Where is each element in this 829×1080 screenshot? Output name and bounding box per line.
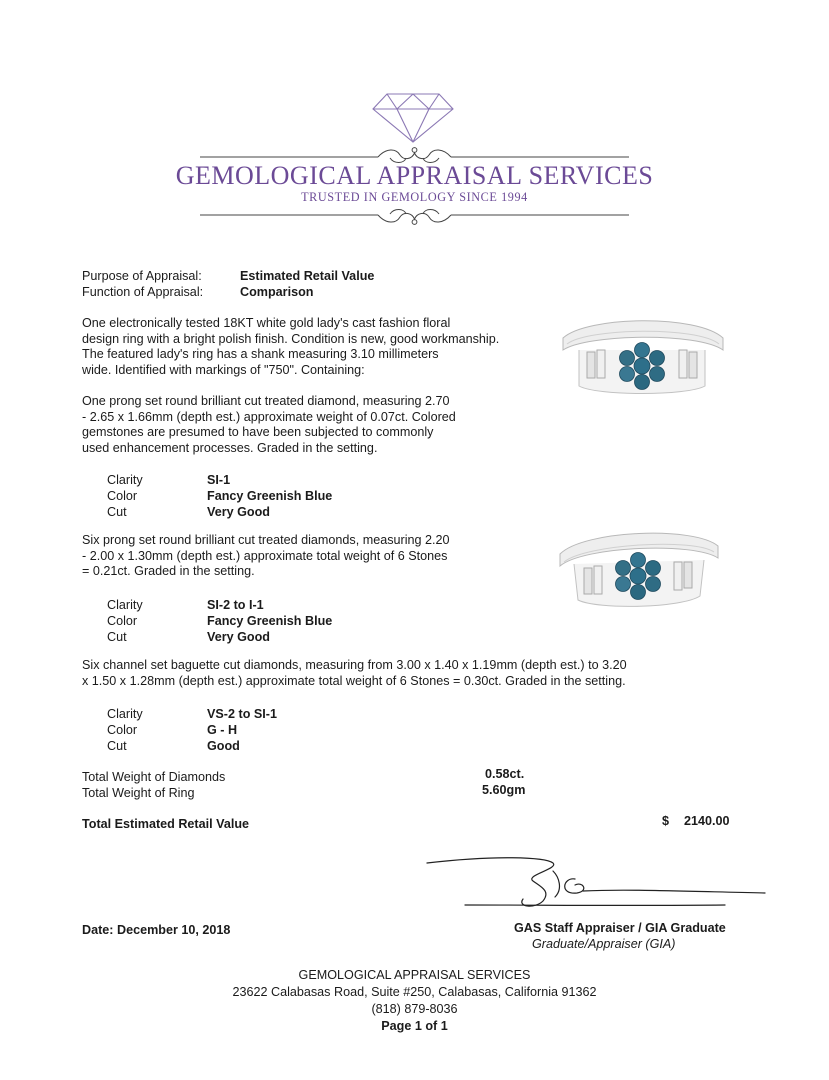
spec-clarity-value: SI-2 to I-1 bbox=[207, 598, 264, 612]
currency-symbol: $ bbox=[662, 814, 670, 828]
purpose-value: Estimated Retail Value bbox=[240, 269, 375, 283]
footer-address: 23622 Calabasas Road, Suite #250, Calabasas, California 91362 bbox=[232, 985, 597, 999]
spec-color-label: Color bbox=[107, 489, 138, 503]
description-line: design ring with a bright polish finish. Condition is new, good workmanship. bbox=[82, 331, 500, 346]
total-ring-label: Total Weight of Ring bbox=[82, 786, 195, 800]
spec-cut-label: Cut bbox=[107, 505, 127, 519]
total-retail-label: Total Estimated Retail Value bbox=[82, 817, 250, 831]
appraiser-title: GAS Staff Appraiser / GIA Graduate bbox=[514, 921, 726, 935]
spec-clarity-value: SI-1 bbox=[207, 473, 231, 487]
total-diamonds-label: Total Weight of Diamonds bbox=[82, 770, 226, 784]
stone-desc-line: - 2.00 x 1.30mm (depth est.) approximate total weight of 6 Stones bbox=[82, 548, 448, 563]
spec-cut-label: Cut bbox=[107, 630, 127, 644]
footer-company: GEMOLOGICAL APPRAISAL SERVICES bbox=[298, 968, 531, 982]
stone-desc-line: x 1.50 x 1.28mm (depth est.) approximate total weight of 6 Stones = 0.30ct. Graded in the setting. bbox=[82, 674, 626, 688]
company-title: GEMOLOGICAL APPRAISAL SERVICES bbox=[175, 161, 654, 190]
spec-cut-value: Good bbox=[207, 739, 240, 753]
spec-color-value: Fancy Greenish Blue bbox=[207, 614, 333, 628]
function-label: Function of Appraisal: bbox=[82, 285, 204, 299]
description-line: One electronically tested 18KT white gold lady's cast fashion floral bbox=[82, 316, 451, 330]
page-number: Page 1 of 1 bbox=[381, 1019, 448, 1033]
function-value: Comparison bbox=[240, 285, 314, 299]
spec-color-value: G - H bbox=[207, 723, 238, 737]
diamond-logo-icon bbox=[371, 92, 455, 144]
stone-desc-line: Six channel set baguette cut diamonds, measuring from 3.00 x 1.40 x 1.19mm (depth est.) to 3.20 bbox=[82, 658, 627, 672]
ornament-divider-bottom bbox=[200, 205, 629, 229]
spec-clarity-label: Clarity bbox=[107, 473, 143, 487]
spec-color-value: Fancy Greenish Blue bbox=[207, 489, 333, 503]
stone-desc-line: used enhancement processes. Graded in the setting. bbox=[82, 440, 378, 455]
spec-cut-value: Very Good bbox=[207, 630, 270, 644]
description-line: wide. Identified with markings of "750". Containing: bbox=[82, 362, 365, 377]
spec-color-label: Color bbox=[107, 723, 138, 737]
spec-cut-value: Very Good bbox=[207, 505, 270, 519]
stone-desc-line: One prong set round brilliant cut treated diamond, measuring 2.70 bbox=[82, 394, 450, 408]
stone-desc-line: = 0.21ct. Graded in the setting. bbox=[82, 564, 255, 579]
description-line: The featured lady's ring has a shank measuring 3.10 millimeters bbox=[82, 347, 439, 362]
total-ring-value: 5.60gm bbox=[482, 783, 526, 797]
company-tagline: TRUSTED IN GEMOLOGY SINCE 1994 bbox=[301, 190, 528, 204]
appraiser-signature bbox=[425, 855, 770, 915]
stone-desc-line: gemstones are presumed to have been subjected to commonly bbox=[82, 425, 434, 440]
spec-clarity-label: Clarity bbox=[107, 707, 143, 721]
spec-color-label: Color bbox=[107, 614, 138, 628]
appraisal-date: Date: December 10, 2018 bbox=[82, 923, 231, 937]
total-diamonds-value: 0.58ct. bbox=[485, 767, 525, 781]
spec-cut-label: Cut bbox=[107, 739, 127, 753]
spec-clarity-label: Clarity bbox=[107, 598, 143, 612]
ring-photo-bottom bbox=[554, 518, 724, 628]
stone-desc-line: - 2.65 x 1.66mm (depth est.) approximate weight of 0.07ct. Colored bbox=[82, 409, 456, 424]
total-retail-value: 2140.00 bbox=[684, 814, 730, 828]
spec-clarity-value: VS-2 to SI-1 bbox=[207, 707, 277, 721]
ring-photo-top bbox=[557, 304, 727, 414]
purpose-label: Purpose of Appraisal: bbox=[82, 269, 202, 283]
footer-phone: (818) 879-8036 bbox=[371, 1002, 458, 1016]
appraiser-subtitle: Graduate/Appraiser (GIA) bbox=[532, 937, 676, 951]
stone-desc-line: Six prong set round brilliant cut treated diamonds, measuring 2.20 bbox=[82, 533, 450, 547]
